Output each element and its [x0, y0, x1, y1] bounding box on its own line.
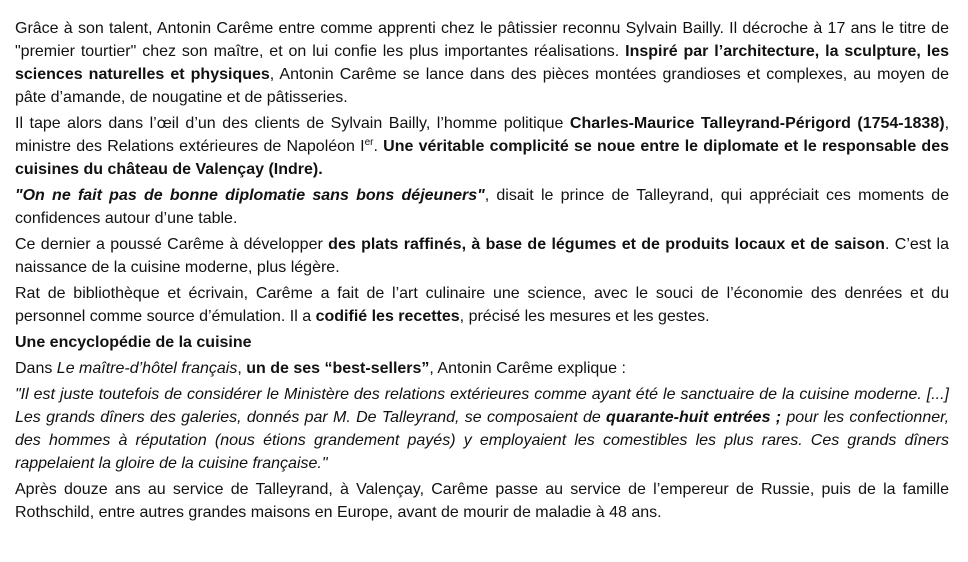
- paragraph-modern-cuisine: [15, 233, 949, 279]
- book-title: Le maître-d’hôtel français: [56, 360, 238, 377]
- superscript: er: [364, 137, 374, 148]
- text-run: Il tape alors dans l’œil d’un des clients de Sylvain Bailly, l’homme politique: [15, 115, 570, 132]
- text-run: , Antonin Carême se lance dans des pièces montées grandioses et complexes, au moyen de pâte d’amande, de nougatine et de pâtisseries.: [15, 66, 950, 106]
- text-run: Ce dernier a poussé Carême à développer: [15, 236, 329, 253]
- text-run: Rat de bibliothèque et écrivain, Carême a fait de l’art culinaire une science, avec le souci de l’économie des denrées et du personnel comme source d’émulation. Il a: [15, 285, 949, 325]
- paragraph-book: [15, 357, 949, 380]
- text-run: , Antonin Carême explique :: [429, 360, 626, 377]
- bold-run: des plats raffinés, à base de légumes et de produits locaux et de saison: [328, 236, 885, 253]
- text-run: .: [373, 138, 384, 155]
- bold-run: quarante-huit entrées ;: [606, 409, 782, 426]
- text-run: Dans: [15, 360, 57, 377]
- bold-run: Inspiré par l’architecture, la sculpture, les sciences naturelles et physiques: [15, 43, 949, 83]
- heading-text: Une encyclopédie de la cuisine: [15, 334, 252, 351]
- text-run: , précisé les mesures et les gestes.: [459, 308, 710, 325]
- text-run: Grâce à son talent, Antonin Carême entre comme apprenti chez le pâtissier reconnu Sylvain Bailly. Il décroche à 17 ans le titre de "premier tourtier" chez son maître, et on lui confie les plus importantes réalisations.: [15, 20, 949, 60]
- text-run: "Il est juste toutefois de considérer le Ministère des relations extérieures comme ayant été le sanctuaire de la cuisine moderne. [...] Les grands dîners des galeries, donnés par M. De Talleyrand, se composaient de: [15, 386, 949, 426]
- bold-run: Charles-Maurice Talleyrand-Périgord (1754-1838): [569, 115, 945, 132]
- paragraph-talleyrand: [15, 112, 949, 181]
- bold-run: codifié les recettes: [315, 308, 460, 325]
- paragraph-later-life: Après douze ans au service de Talleyrand, à Valençay, Carême passe au service de l’empereur de Russie, puis de la famille Rothschild, entre autres grandes maisons en Europe, avant de mourir de maladie à 48 ans.: [15, 481, 949, 521]
- text-run: pour les confectionner, des hommes à réputation (nous étions grandement payés) y employaient les comestibles les plus rares. Ces grands dîners rappelaient la gloire de la cuisine française.": [15, 409, 950, 472]
- text-run: , disait le prince de Talleyrand, qui appréciait ces moments de confidences autour d’une table.: [15, 187, 949, 227]
- quote-text: "On ne fait pas de bonne diplomatie sans bons déjeuners": [15, 187, 485, 204]
- bold-italic-quote: [15, 187, 485, 204]
- paragraph-book-quote: [15, 383, 949, 475]
- paragraph-apprenticeship: [15, 17, 949, 109]
- quote-text: [15, 386, 949, 472]
- paragraph-quote-diplomacy: [15, 184, 949, 230]
- text-run: , ministre des Relations extérieures de Napoléon I: [15, 115, 950, 155]
- bold-run: Une véritable complicité se noue entre le diplomate et le responsable des cuisines du château de Valençay (Indre).: [15, 138, 950, 178]
- paragraph-writer: [15, 282, 949, 328]
- text-run: . C’est la naissance de la cuisine moderne, plus légère.: [15, 236, 950, 276]
- bold-run: un de ses “best-sellers”: [246, 360, 430, 377]
- article-body: [15, 17, 949, 527]
- section-heading: [15, 331, 949, 354]
- text-run: ,: [237, 360, 247, 377]
